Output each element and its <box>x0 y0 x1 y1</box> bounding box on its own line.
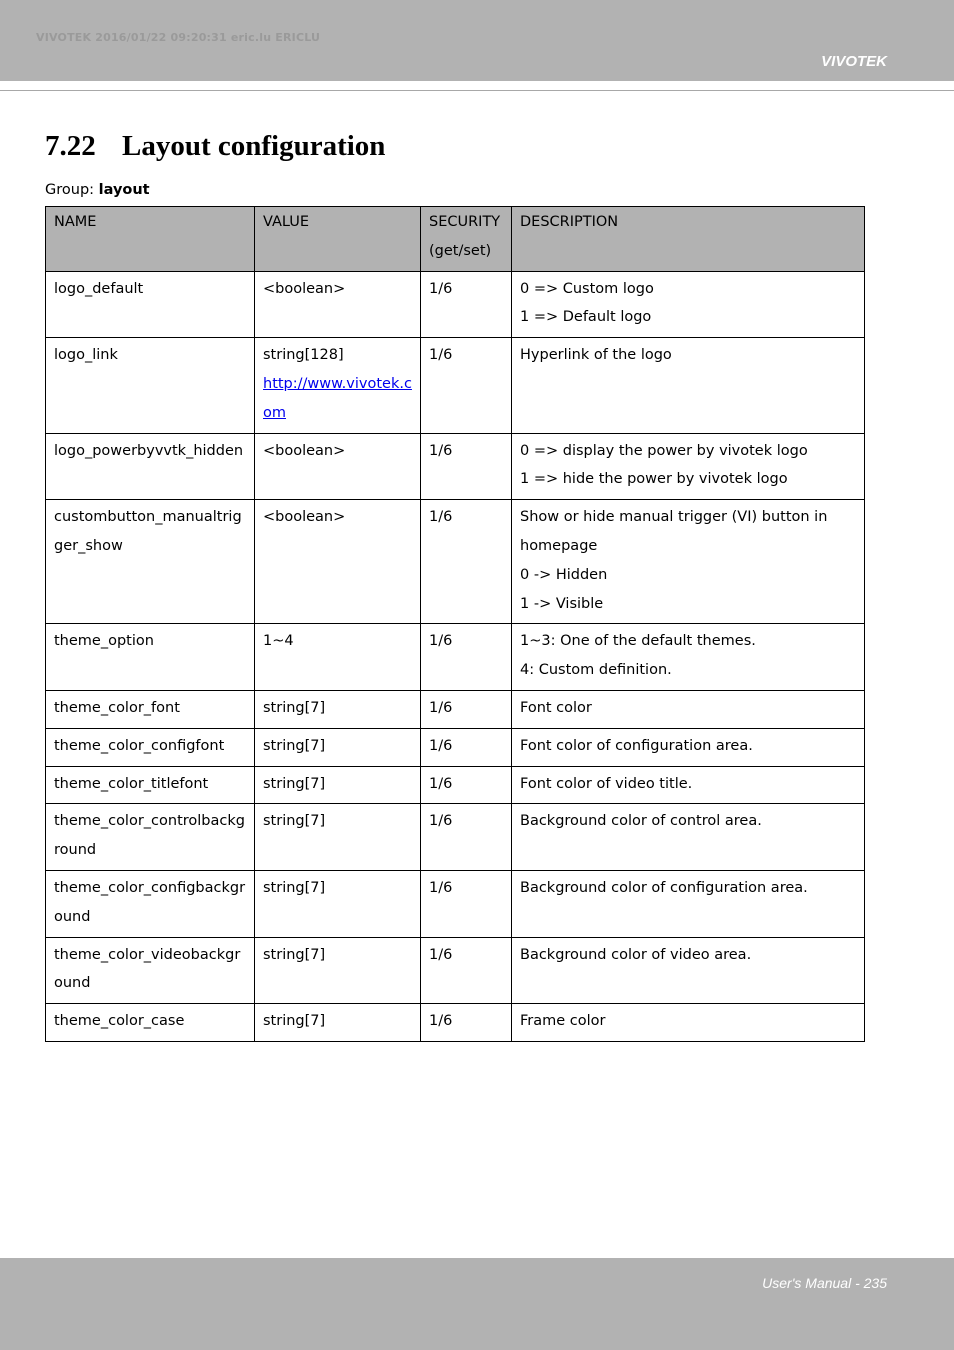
param-name: theme_color_videobackground <box>46 937 255 1004</box>
description-line: Background color of configuration area. <box>520 879 808 896</box>
table-row <box>46 804 865 871</box>
section-title-text: Layout configuration <box>122 130 386 162</box>
header-description: DESCRIPTION <box>512 207 865 272</box>
description-line: Hyperlink of the logo <box>520 347 672 364</box>
table-row <box>46 338 865 433</box>
param-security: 1/6 <box>421 1004 512 1042</box>
param-value-text: string[7] <box>263 699 326 716</box>
param-security: 1/6 <box>421 766 512 804</box>
table-row <box>46 624 865 691</box>
param-value <box>255 433 421 500</box>
param-name: theme_color_titlefont <box>46 766 255 804</box>
param-name: theme_color_controlbackground <box>46 804 255 871</box>
param-name: custombutton_manualtrigger_show <box>46 500 255 624</box>
param-description <box>512 870 865 937</box>
param-value-text: string[7] <box>263 1013 326 1030</box>
param-description <box>512 271 865 338</box>
param-name: logo_default <box>46 271 255 338</box>
param-value <box>255 766 421 804</box>
param-value-text: 1~4 <box>263 633 294 650</box>
description-line: Frame color <box>520 1013 606 1030</box>
table-row <box>46 870 865 937</box>
param-security: 1/6 <box>421 937 512 1004</box>
param-value-text: string[7] <box>263 879 326 896</box>
header-band <box>0 0 954 81</box>
param-value-text: string[7] <box>263 775 326 792</box>
param-description <box>512 728 865 766</box>
param-security: 1/6 <box>421 728 512 766</box>
param-description <box>512 624 865 691</box>
param-value <box>255 624 421 691</box>
header-divider <box>0 90 954 91</box>
param-name: theme_color_font <box>46 690 255 728</box>
param-value-text: string[7] <box>263 813 326 830</box>
param-value <box>255 1004 421 1042</box>
param-value-text: <boolean> <box>263 509 346 526</box>
description-line: Show or hide manual trigger (VI) button in homepage <box>520 509 828 554</box>
description-line: Background color of video area. <box>520 946 752 963</box>
param-security: 1/6 <box>421 624 512 691</box>
logo-link[interactable]: http://www.vivotek.com <box>263 375 412 421</box>
param-security: 1/6 <box>421 500 512 624</box>
description-line: 4: Custom definition. <box>520 662 672 679</box>
footer-band <box>0 1258 954 1350</box>
header-security <box>421 207 512 272</box>
param-value-text: <boolean> <box>263 280 346 297</box>
description-line: 0 => Custom logo <box>520 280 654 297</box>
param-value-text: string[7] <box>263 946 326 963</box>
param-value <box>255 870 421 937</box>
section-title <box>45 130 385 163</box>
param-description <box>512 1004 865 1042</box>
param-security: 1/6 <box>421 338 512 433</box>
param-description <box>512 338 865 433</box>
param-security: 1/6 <box>421 690 512 728</box>
table-body <box>46 271 865 1041</box>
description-line: 0 -> Hidden <box>520 566 608 583</box>
description-line: 1 => hide the power by vivotek logo <box>520 471 788 488</box>
param-value-text: string[128] <box>263 347 344 364</box>
table-row <box>46 1004 865 1042</box>
table-row <box>46 271 865 338</box>
param-security: 1/6 <box>421 804 512 871</box>
param-description <box>512 690 865 728</box>
param-name: theme_color_configfont <box>46 728 255 766</box>
description-line: 1~3: One of the default themes. <box>520 633 756 650</box>
table-row <box>46 433 865 500</box>
param-description <box>512 766 865 804</box>
table-row <box>46 728 865 766</box>
group-line <box>45 182 150 198</box>
param-value <box>255 271 421 338</box>
description-line: Font color <box>520 699 592 716</box>
parameter-table <box>45 206 865 1042</box>
description-line: Background color of control area. <box>520 813 762 830</box>
param-security: 1/6 <box>421 433 512 500</box>
param-description <box>512 500 865 624</box>
section-number: 7.22 <box>45 130 96 162</box>
param-name: theme_color_configbackground <box>46 870 255 937</box>
header-name: NAME <box>46 207 255 272</box>
description-line: 0 => display the power by vivotek logo <box>520 442 808 459</box>
header-security-line: (get/set) <box>429 242 492 259</box>
description-line: 1 -> Visible <box>520 595 604 612</box>
brand-name: VIVOTEK <box>821 53 887 70</box>
table-row <box>46 766 865 804</box>
table-row <box>46 937 865 1004</box>
param-name: theme_color_case <box>46 1004 255 1042</box>
param-value <box>255 728 421 766</box>
group-value: layout <box>98 182 150 198</box>
table-row <box>46 500 865 624</box>
page-number: User's Manual - 235 <box>762 1275 887 1291</box>
param-value <box>255 690 421 728</box>
table-row <box>46 690 865 728</box>
param-value-text: <boolean> <box>263 442 346 459</box>
param-value <box>255 937 421 1004</box>
param-value <box>255 338 421 433</box>
group-label: Group: <box>45 182 99 198</box>
param-value-text: string[7] <box>263 737 326 754</box>
param-security: 1/6 <box>421 870 512 937</box>
param-value <box>255 804 421 871</box>
param-name: logo_link <box>46 338 255 433</box>
param-name: theme_option <box>46 624 255 691</box>
description-line: Font color of configuration area. <box>520 737 753 754</box>
description-line: 1 => Default logo <box>520 309 652 326</box>
header-value: VALUE <box>255 207 421 272</box>
param-name: logo_powerbyvvtk_hidden <box>46 433 255 500</box>
watermark-text: VIVOTEK 2016/01/22 09:20:31 eric.lu ERICLU <box>36 31 321 44</box>
table-header-row <box>46 207 865 272</box>
param-description <box>512 804 865 871</box>
description-line: Font color of video title. <box>520 775 693 792</box>
param-description <box>512 937 865 1004</box>
param-security: 1/6 <box>421 271 512 338</box>
param-value <box>255 500 421 624</box>
param-description <box>512 433 865 500</box>
header-security-line: SECURITY <box>429 214 501 230</box>
